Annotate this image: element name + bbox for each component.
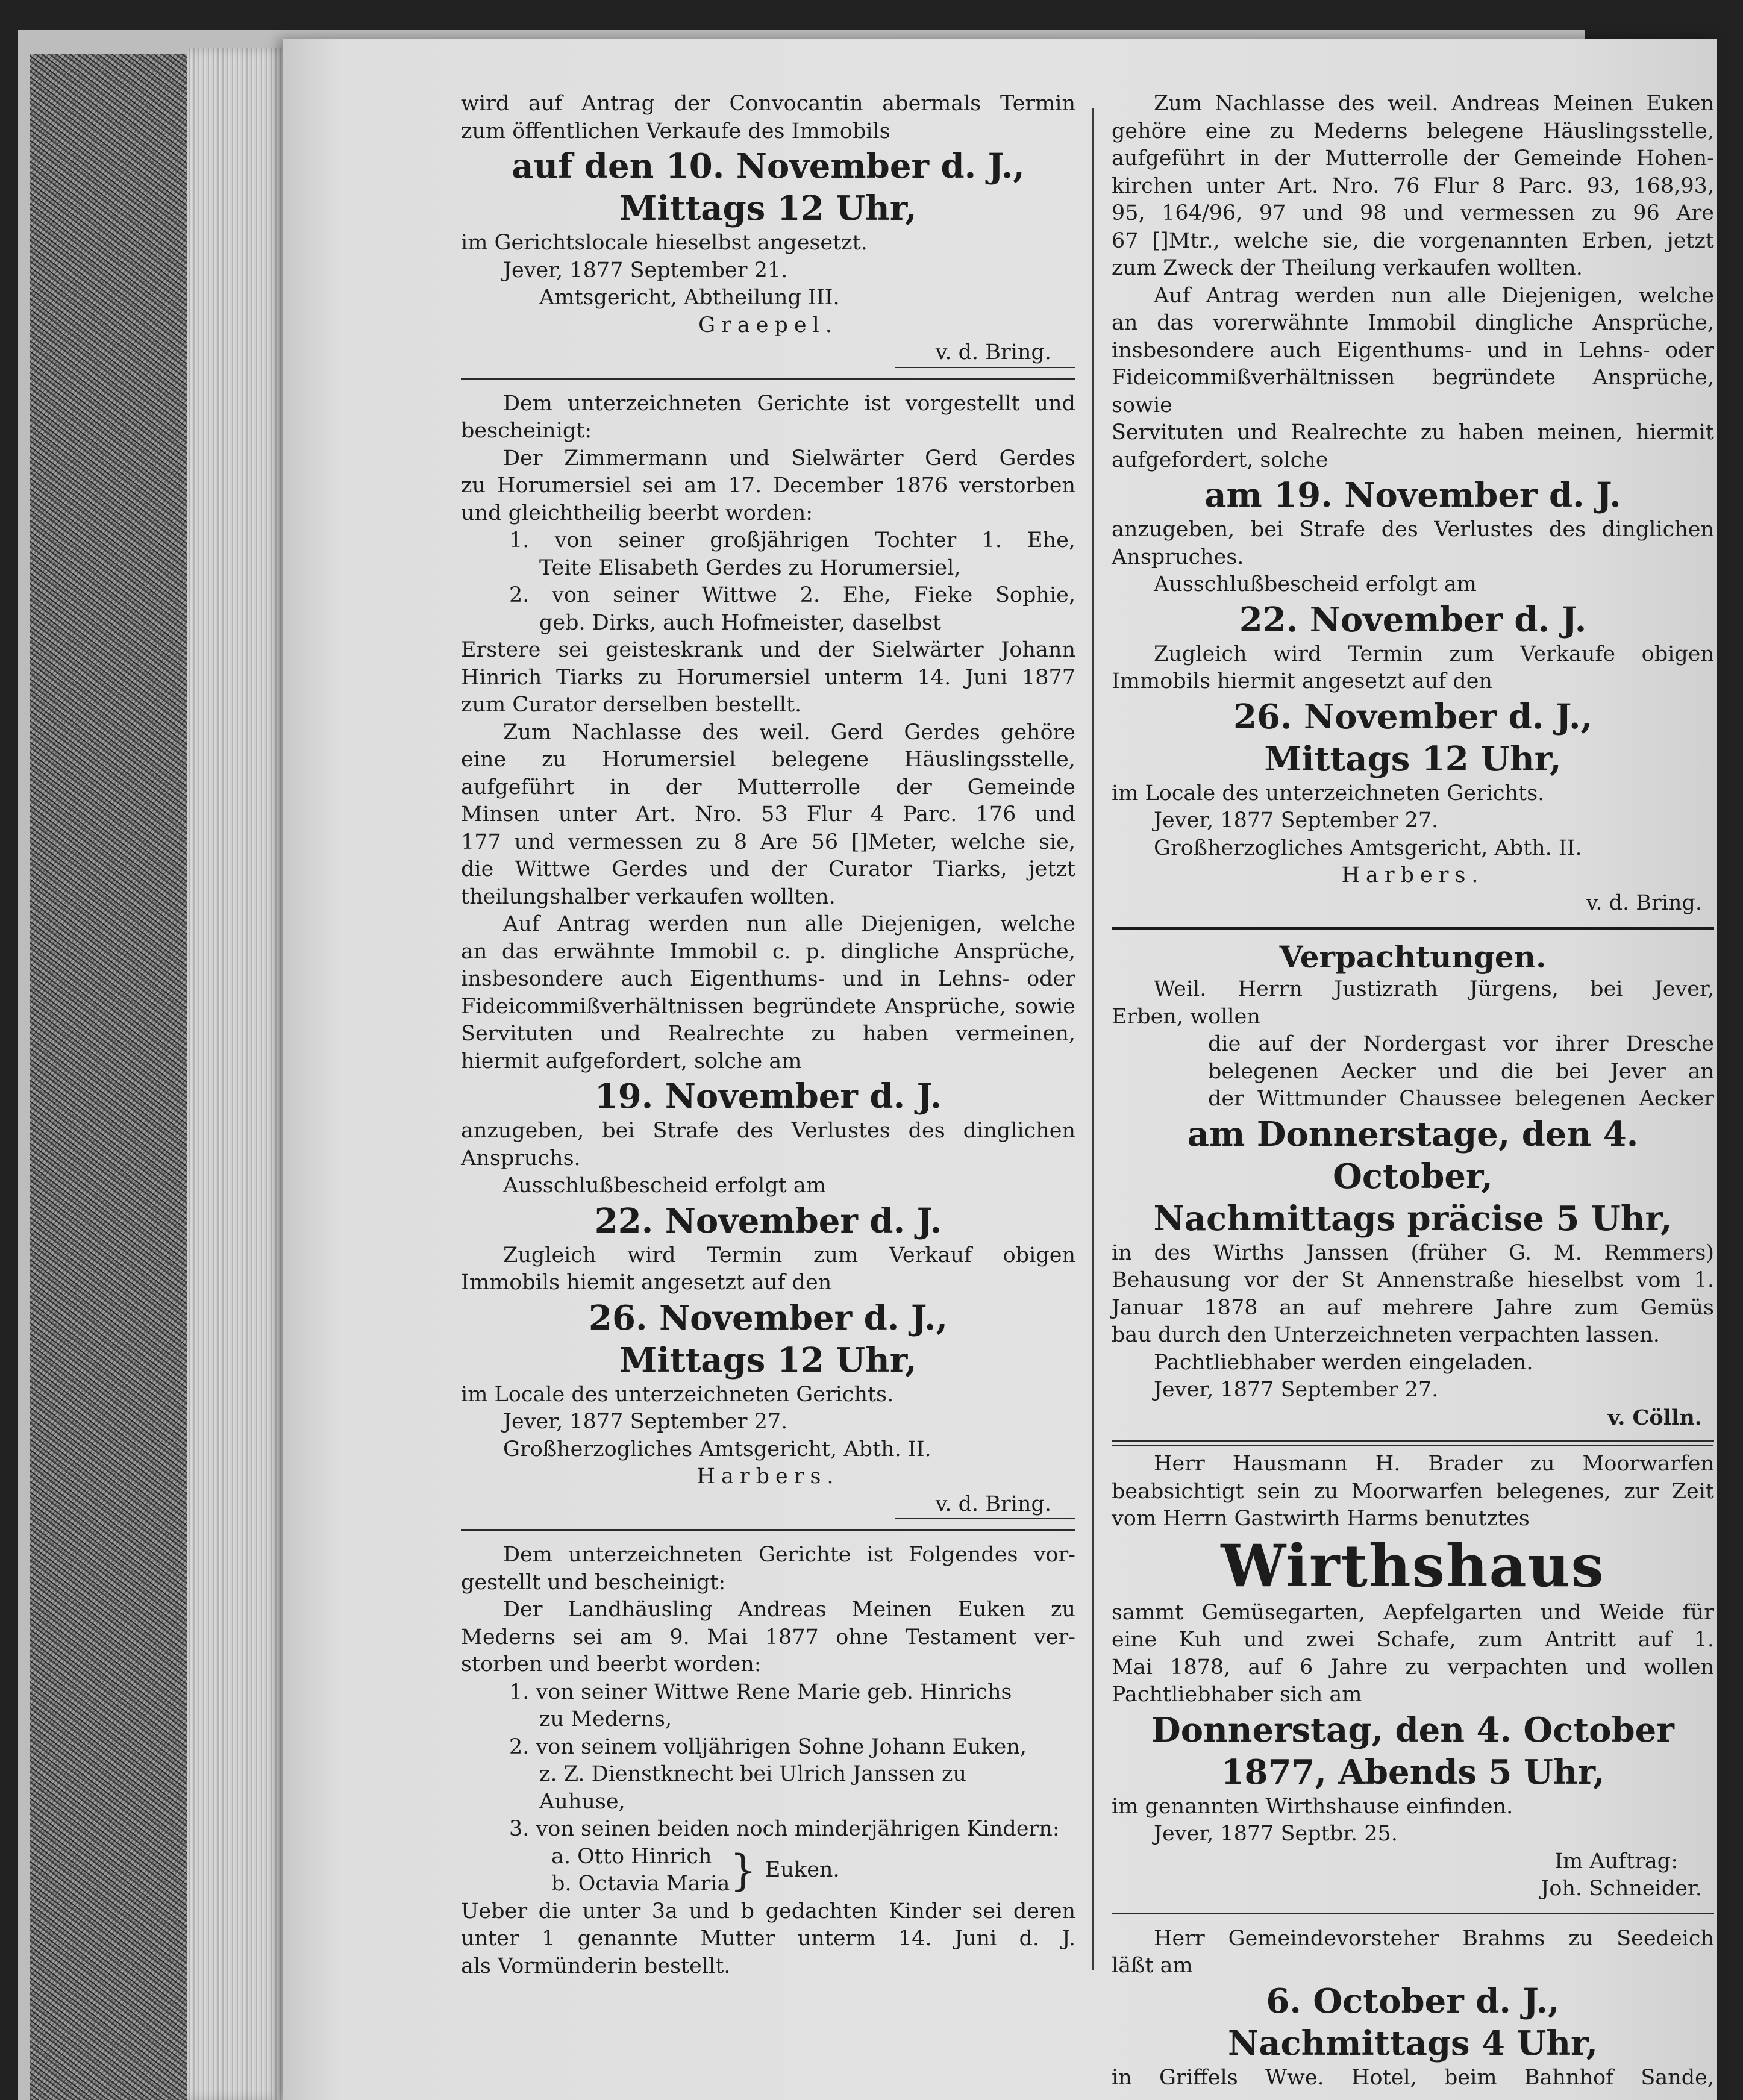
list-item: geb. Dirks, auch Hofmeister, daselbst (539, 610, 941, 635)
text-line: 95, 164/96, 97 und 98 und vermessen zu 96 Are (1112, 201, 1714, 225)
text-line: anzugeben, bei Strafe des Verlustes des dinglichen (1112, 517, 1714, 542)
court-name: Amtsgericht, Abtheilung III. (539, 286, 840, 310)
list-item: zu Mederns, (539, 1707, 672, 1731)
place-date: Jever, 1877 September 27. (1154, 808, 1439, 833)
text-line: Ueber die unter 3a und b gedachten Kinder sei deren (461, 1899, 1075, 1923)
text-line: storben und beerbt worden: (461, 1652, 762, 1677)
court-name: Großherzogliches Amtsgericht, Abth. II. (503, 1437, 931, 1461)
text-line: im Locale des unterzeichneten Gerichts. (461, 1382, 894, 1407)
text-line: Mederns sei am 9. Mai 1877 ohne Testament ver- (461, 1625, 1075, 1649)
judge-name: Graepel. (698, 313, 838, 337)
section-rule (1112, 1913, 1714, 1914)
date-heading: 22. November d. J. (594, 1201, 942, 1241)
text-line: belegenen Aecker und die bei Jever an (1208, 1059, 1714, 1084)
section-rule (461, 378, 1075, 380)
text-line: Zugleich wird Termin zum Verkauf obigen (503, 1243, 1075, 1267)
place-date: Jever, 1877 Septbr. 25. (1154, 1822, 1398, 1846)
signature-line (895, 367, 1075, 368)
text-line: Minsen unter Art. Nro. 53 Flur 4 Parc. 176 und (461, 802, 1075, 827)
text-line: Servituten und Realrechte zu haben vermeinen, (461, 1022, 1075, 1046)
text-line: bau durch den Unterzeichneten verpachten lassen. (1112, 1323, 1660, 1347)
text-line: in Griffels Wwe. Hotel, beim Bahnhof Sande, (1112, 2065, 1714, 2090)
text-line: kirchen unter Art. Nro. 76 Flur 8 Parc. 93, 168,93, (1112, 173, 1714, 198)
text-line: Ausschlußbescheid erfolgt am (503, 1173, 826, 1198)
clerk-name: v. d. Bring. (1586, 890, 1702, 915)
section-rule (1112, 927, 1714, 930)
text-line: zum öffentlichen Verkaufe des Immobils (461, 119, 890, 143)
list-item: a. Otto Hinrich (551, 1844, 712, 1869)
column-divider (1092, 108, 1094, 1970)
text-line: 67 []Mtr., welche sie, die vorgenannten Erben, jetzt (1112, 228, 1714, 253)
text-line: aufgeführt in der Mutterrolle der Gemeinde (461, 775, 1075, 799)
clerk-name: v. d. Bring. (935, 340, 1051, 364)
text-line: Hinrich Tiarks zu Horumersiel unterm 14. Juni 1877 (461, 665, 1075, 690)
right-column (1112, 90, 1714, 2092)
text-line: zu Horumersiel sei am 17. December 1876 verstorben (461, 473, 1075, 498)
signatory: v. Cölln. (1607, 1405, 1702, 1430)
text-line: hiermit aufgefordert, solche am (461, 1049, 802, 1073)
section-rule (1112, 1440, 1714, 1442)
text-line: als Vormünderin bestellt. (461, 1954, 731, 1978)
text-line: Pachtliebhaber sich am (1112, 1683, 1362, 1707)
list-item: Teite Elisabeth Gerdes zu Horumersiel, (539, 555, 961, 580)
date-heading: 19. November d. J. (594, 1077, 942, 1116)
text-line: in des Wirths Janssen (früher G. M. Remmers) (1112, 1240, 1714, 1265)
family-name: Euken. (765, 1858, 840, 1883)
court-name: Großherzogliches Amtsgericht, Abth. II. (1154, 836, 1582, 860)
text-line: beabsichtigt sein zu Moorwarfen belegenes, zur Zeit (1112, 1479, 1714, 1504)
time-heading: Mittags 12 Uhr, (619, 1340, 917, 1380)
section-heading: Verpachtungen. (1279, 939, 1547, 975)
date-heading: 22. November d. J. (1239, 599, 1587, 640)
text-line: Zum Nachlasse des weil. Gerd Gerdes gehöre (503, 720, 1075, 745)
time-heading: Nachmittags 4 Uhr, (1228, 2023, 1598, 2063)
page-stack (187, 48, 289, 2100)
date-heading: am Donnerstage, den 4. October, (1187, 1114, 1639, 1196)
text-line: Servituten und Realrechte zu haben meinen, hiermit (1112, 420, 1714, 445)
date-heading: am 19. November d. J. (1204, 475, 1621, 515)
text-line: Anspruches. (1112, 545, 1244, 569)
text-line: die Wittwe Gerdes und der Curator Tiarks, jetzt (461, 857, 1075, 881)
text-line: bescheinigt: (461, 419, 592, 443)
text-line: insbesondere auch Eigenthums- und in Lehns- oder (461, 967, 1075, 991)
list-item: 2. von seiner Wittwe 2. Ehe, Fieke Sophie, (509, 583, 1075, 607)
children-names (551, 1843, 730, 1898)
text-line: 177 und vermessen zu 8 Are 56 []Meter, welche sie, (461, 830, 1075, 854)
text-line: Mai 1878, auf 6 Jahre zu verpachten und wollen (1112, 1655, 1714, 1680)
list-item: 2. von seinem volljährigen Sohne Johann Euken, (509, 1734, 1027, 1759)
text-line: läßt am (1112, 1954, 1193, 1978)
signatory: Joh. Schneider. (1541, 1877, 1702, 1901)
text-line: Der Zimmermann und Sielwärter Gerd Gerdes (503, 446, 1075, 470)
marbled-edge (30, 54, 187, 2100)
date-heading: 26. November d. J., (1233, 696, 1592, 737)
left-column (461, 90, 1075, 1980)
text-line: im Gerichtslocale hieselbst angesetzt. (461, 231, 868, 255)
text-line: im genannten Wirthshause einfinden. (1112, 1794, 1513, 1819)
text-line: Herr Gemeindevorsteher Brahms zu Seedeich (1154, 1926, 1714, 1951)
text-line: Pachtliebhaber werden eingeladen. (1154, 1350, 1533, 1375)
place-date: Jever, 1877 September 27. (1154, 1378, 1439, 1402)
date-heading: auf den 10. November d. J., (512, 146, 1025, 186)
signature-line (895, 1518, 1075, 1519)
text-line: an das vorerwähnte Immobil dingliche Ansprüche, (1112, 311, 1714, 335)
text-line: aufgefordert, solche (1112, 448, 1328, 472)
text-line: Zugleich wird Termin zum Verkaufe obigen (1154, 642, 1714, 666)
text-line: Dem unterzeichneten Gerichte ist Folgendes vor- (503, 1543, 1075, 1567)
children-group (461, 1843, 1075, 1898)
text-line: Januar 1878 an auf mehrere Jahre zum Gemüs (1112, 1295, 1714, 1320)
list-item: 1. von seiner großjährigen Tochter 1. Ehe, (509, 528, 1075, 552)
text-line: Auf Antrag werden nun alle Diejenigen, welche (503, 912, 1075, 936)
text-line: anzugeben, bei Strafe des Verlustes des dinglichen (461, 1119, 1075, 1143)
clerk-name: v. d. Bring. (935, 1492, 1051, 1516)
text-line: Immobils hiermit angesetzt auf den (1112, 669, 1492, 693)
text-line: Immobils hiemit angesetzt auf den (461, 1270, 832, 1295)
text-line: aufgeführt in der Mutterrolle der Gemeinde Hohen- (1112, 146, 1714, 170)
text-line: Behausung vor der St Annenstraße hieselbst vom 1. (1112, 1268, 1714, 1292)
judge-name: Harbers. (696, 1464, 840, 1489)
display-heading: Wirthshaus (1221, 1531, 1605, 1600)
text-line: zum Zweck der Theilung verkaufen wollten. (1112, 256, 1583, 280)
text-line: Ausschlußbescheid erfolgt am (1154, 572, 1477, 596)
text-line: Der Landhäusling Andreas Meinen Euken zu (503, 1598, 1075, 1622)
time-heading: Nachmittags präcise 5 Uhr, (1153, 1198, 1673, 1239)
text-line: sammt Gemüsegarten, Aepfelgarten und Weide für (1112, 1600, 1714, 1625)
date-heading: Donnerstag, den 4. October (1151, 1710, 1674, 1750)
time-heading: Mittags 12 Uhr, (619, 189, 917, 228)
list-item: z. Z. Dienstknecht bei Ulrich Janssen zu (539, 1762, 967, 1786)
time-heading: Mittags 12 Uhr, (1264, 739, 1562, 779)
text-line: vom Herrn Gastwirth Harms benutztes (1112, 1507, 1530, 1531)
text-line: zum Curator derselben bestellt. (461, 693, 802, 717)
text-line: Fideicommißverhältnissen begründete Ansprüche, sowie (461, 994, 1075, 1019)
text-line: gehöre eine zu Mederns belegene Häuslingsstelle, (1112, 119, 1714, 143)
date-heading: 26. November d. J., (589, 1298, 948, 1338)
list-item: Auhuse, (539, 1789, 625, 1814)
text-line: Weil. Herrn Justizrath Jürgens, bei Jever, (1154, 977, 1714, 1001)
text-line: wird auf Antrag der Convocantin abermals Termin (461, 92, 1075, 116)
text-line: an das erwähnte Immobil c. p. dingliche Ansprüche, (461, 939, 1075, 964)
list-item: b. Octavia Maria (551, 1872, 730, 1896)
judge-name: Harbers. (1341, 863, 1485, 887)
text-line: Im Auftrag: (1554, 1849, 1678, 1873)
text-line: im Locale des unterzeichneten Gerichts. (1112, 781, 1545, 805)
text-line: gestellt und bescheinigt: (461, 1570, 726, 1595)
text-line: Herr Hausmann H. Brader zu Moorwarfen (1154, 1452, 1714, 1476)
brace-glyph: } (730, 1846, 757, 1895)
text-line: Erstere sei geisteskrank und der Sielwärter Johann (461, 638, 1075, 662)
time-heading: 1877, Abends 5 Uhr, (1221, 1752, 1605, 1792)
text-line: eine Kuh und zwei Schafe, zum Antritt auf 1. (1112, 1628, 1714, 1652)
text-line: theilungshalber verkaufen wollten. (461, 884, 836, 909)
section-rule (461, 1529, 1075, 1531)
text-line: unter 1 genannte Mutter unterm 14. Juni d. J. (461, 1927, 1075, 1951)
list-item: 1. von seiner Wittwe Rene Marie geb. Hinrichs (509, 1680, 1012, 1704)
text-line: Dem unterzeichneten Gerichte ist vorgestellt und (503, 391, 1075, 416)
text-line: Auf Antrag werden nun alle Diejenigen, welche (1154, 283, 1714, 308)
text-line: der Wittmunder Chaussee belegenen Aecker (1208, 1087, 1714, 1111)
list-item: 3. von seinen beiden noch minderjährigen Kindern: (509, 1817, 1060, 1841)
text-line: Anspruchs. (461, 1146, 581, 1170)
text-line: Zum Nachlasse des weil. Andreas Meinen Euken (1154, 92, 1714, 116)
place-date: Jever, 1877 September 21. (503, 258, 788, 283)
text-line: eine zu Horumersiel belegene Häuslingsstelle, (461, 748, 1075, 772)
place-date: Jever, 1877 September 27. (503, 1410, 788, 1434)
text-line: Erben, wollen (1112, 1004, 1260, 1029)
text-line: die auf der Nordergast vor ihrer Dresche (1208, 1032, 1714, 1056)
text-line: Fideicommißverhältnissen begründete Ansprüche, sowie (1112, 366, 1714, 417)
text-line: insbesondere auch Eigenthums- und in Lehns- oder (1112, 338, 1714, 363)
text-line: und gleichtheilig beerbt worden: (461, 501, 813, 525)
date-heading: 6. October d. J., (1266, 1981, 1560, 2021)
